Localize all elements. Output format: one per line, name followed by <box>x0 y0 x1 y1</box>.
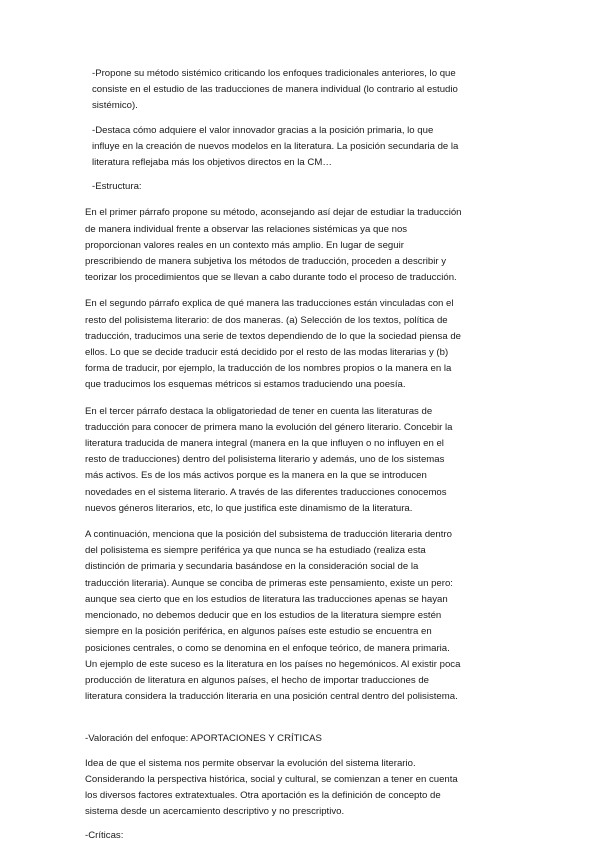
heading-criticisms: -Críticas: <box>85 830 124 842</box>
paragraph-method-intro: -Propone su método sistémico criticando los enfoques tradicionales anteriores, lo que consiste en el estudio de las traducciones de manera individual (lo contrario al estudio sistémico). <box>92 68 458 112</box>
paragraph-third: En el tercer párrafo destaca la obligatoriedad de tener en cuenta las literaturas de traducción para conocer de primera mano la evolución del género literario. Concebir la literatura traducida de manera integral (manera en la que influyen o no influyen en el resto de traducciones) dentro del polisistema literario y además, uno de los sistemas más activos. Es de los más activos porque es la manera en la que se introducen novedades en el sistema literario. A través de las diferentes traducciones conocemos nuevos géneros literarios, etc, lo que justifica este dinamismo de la literatura. <box>85 405 453 514</box>
paragraph-continuation: A continuación, menciona que la posición del subsistema de traducción literaria dentro del polisistema es siempre periférica ya que nunca se ha estudiado (realiza esta distinción de primaria y secundaria basándose en la consideración social de la traducción literaria). Aunque se conciba de primeras este pensamiento, existe un pero: aunque sea cierto que en los estudios de literatura las traducciones apenas se hayan mencionado, no debemos deducir que en los estudios de la literatura siempre estén siempre en la posición periférica, en algunos países este estudio se encuentra en posiciones centrales, o como se denomina en el enfoque teórico, de manera primaria. Un ejemplo de este suceso es la literatura en los países no hegemónicos. Al existir poca producción de literatura en algunos países, el hecho de importar traducciones de literatura considera la traducción literaria en una posición central dentro del polisistema. <box>85 529 461 703</box>
heading-structure: -Estructura: <box>92 181 142 193</box>
document-page <box>85 66 463 845</box>
paragraph-second: En el segundo párrafo explica de qué manera las traducciones están vinculadas con el resto del polisistema literario: de dos maneras. (a) Selección de los textos, política de traducción, traducimos una serie de textos dependiendo de lo que la sociedad piensa de ellos. Lo que se decide traducir está decidido por el resto de las modas literarias y (b) forma de traducir, por ejemplo, la traducción de los nombres propios o la manera en la que traducimos los esquemas métricos si estamos traduciendo una poesía. <box>85 298 462 391</box>
paragraph-innovative-value: -Destaca cómo adquiere el valor innovador gracias a la posición primaria, lo que influye en la creación de nuevos modelos en la literatura. La posición secundaria de la literatura reflejaba más los objetivos directos en la CM… <box>92 124 459 169</box>
paragraph-contributions: Idea de que el sistema nos permite observar la evolución del sistema literario. Considerando la perspectiva histórica, social y cultural, se comienzan a tener en cuenta los diversos factores extratextuales. Otra aportación es la definición de concepto de sistema desde un acercamiento descriptivo y no prescriptivo. <box>85 757 458 818</box>
paragraph-first: En el primer párrafo propone su método, aconsejando así dejar de estudiar la traducción de manera individual frente a observar las relaciones sistémicas ya que nos proporcionan valores reales en un contexto más amplio. En lugar de seguir prescribiendo de manera subjetiva los métodos de traducción, proceden a describir y teorizar los procedimientos que se llevan a cabo durante todo el proceso de traducción. <box>85 207 462 284</box>
heading-evaluation: -Valoración del enfoque: APORTACIONES Y CRÍTICAS <box>85 733 322 745</box>
